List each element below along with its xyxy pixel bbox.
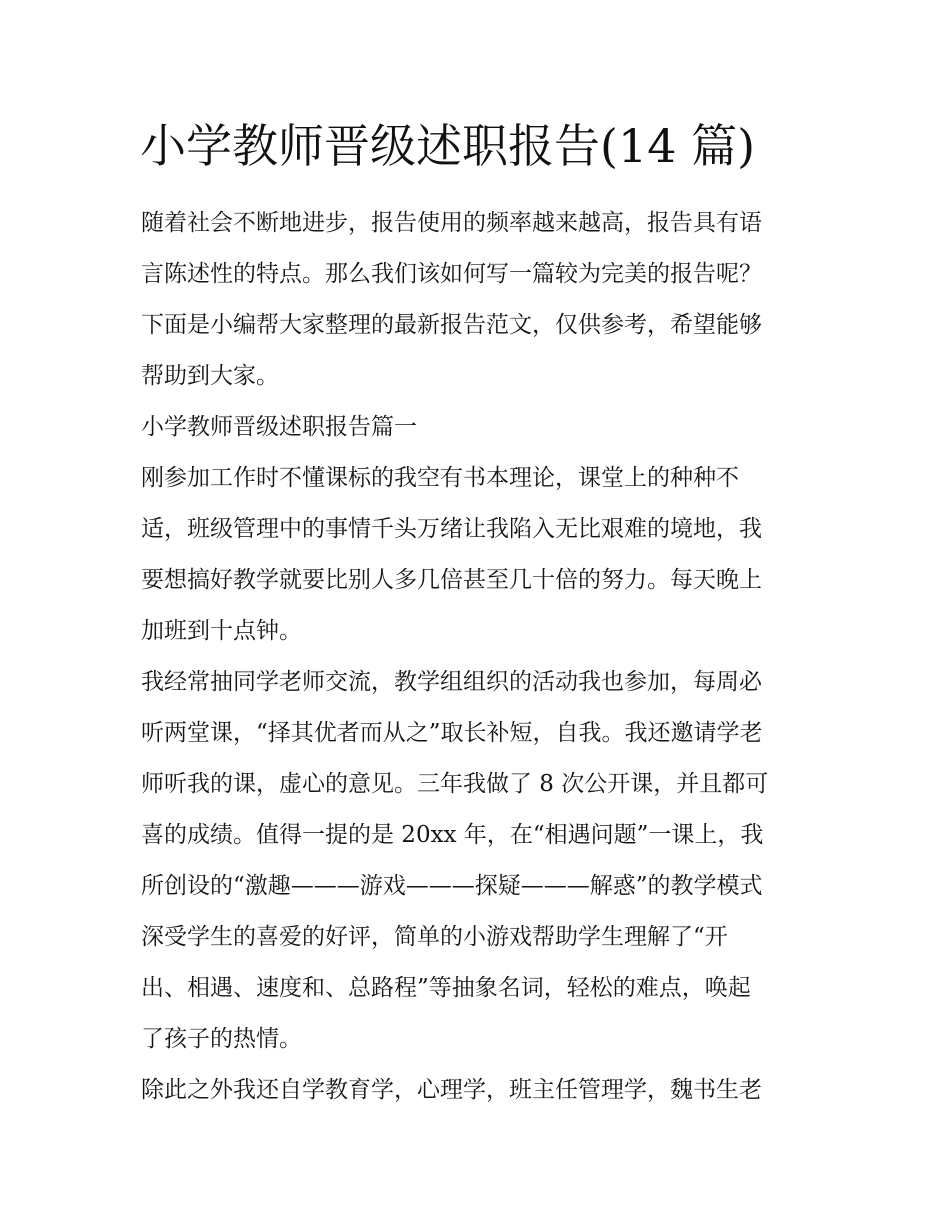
section-heading: 小学教师晋级述职报告篇一 <box>141 414 417 440</box>
text-line: 深受学生的喜爱的好评，简单的小游戏帮助学生理解了“开 <box>141 924 728 950</box>
text-line: 除此之外我还自学教育学，心理学，班主任管理学，魏书生老 <box>141 1077 762 1103</box>
text-line: 随着社会不断地进步，报告使用的频率越来越高，报告具有语 <box>141 210 762 236</box>
text-line: 言陈述性的特点。那么我们该如何写一篇较为完美的报告呢？ <box>141 261 762 287</box>
text-line: 了孩子的热情。 <box>141 1026 302 1052</box>
text-line: 帮助到大家。 <box>141 363 279 389</box>
text-line: 听两堂课，“择其优者而从之”取长补短，自我。我还邀请学老 <box>141 720 763 746</box>
text-line: 要想搞好教学就要比别人多几倍甚至几十倍的努力。每天晚上 <box>141 567 762 593</box>
document-title: 小学教师晋级述职报告(14 篇) <box>140 119 756 173</box>
text-line: 喜的成绩。值得一提的是 20xx 年，在“相遇问题”一课上，我 <box>141 822 764 848</box>
text-line: 加班到十点钟。 <box>141 618 302 644</box>
text-line: 师听我的课，虚心的意见。三年我做了 8 次公开课，并且都可 <box>141 771 769 797</box>
text-line: 出、相遇、速度和、总路程”等抽象名词，轻松的难点，唤起 <box>141 975 751 1001</box>
text-line: 刚参加工作时不懂课标的我空有书本理论，课堂上的种种不 <box>141 465 739 491</box>
text-line: 所创设的“激趣———游戏———探疑———解惑”的教学模式 <box>141 873 763 899</box>
text-line: 我经常抽同学老师交流，教学组组织的活动我也参加，每周必 <box>141 669 762 695</box>
document-body <box>141 198 817 1116</box>
text-line: 适，班级管理中的事情千头万绪让我陷入无比艰难的境地，我 <box>141 516 762 542</box>
text-line: 下面是小编帮大家整理的最新报告范文，仅供参考，希望能够 <box>141 312 762 338</box>
